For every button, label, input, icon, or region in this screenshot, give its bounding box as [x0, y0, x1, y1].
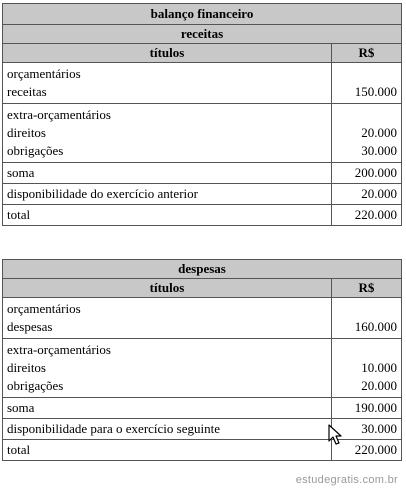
watermark: estudegratis.com.br: [295, 474, 398, 486]
table-row: [3, 205, 402, 226]
row-label: [3, 339, 332, 398]
row-label-line: obrigações: [7, 143, 64, 158]
table-title: balanço financeiro: [3, 4, 402, 25]
row-label-line: receitas: [7, 84, 47, 99]
row-label: total: [3, 440, 332, 461]
row-label: soma: [3, 398, 332, 419]
section-header-despesas: despesas: [3, 260, 402, 279]
row-label: total: [3, 205, 332, 226]
row-label-line: despesas: [7, 319, 53, 334]
section-header-receitas: receitas: [3, 25, 402, 44]
row-value-line: 10.000: [361, 360, 397, 375]
row-label: disponibilidade para o exercício seguinte: [3, 419, 332, 440]
row-value: 200.000: [332, 163, 402, 184]
column-header-rs: R$: [332, 44, 402, 63]
row-value: 20.000: [332, 184, 402, 205]
row-value-line: [336, 300, 397, 318]
table-row: [3, 398, 402, 419]
row-label: [3, 104, 332, 163]
row-value: 30.000: [332, 419, 402, 440]
row-value: 220.000: [332, 440, 402, 461]
row-value-line: [336, 65, 397, 83]
row-value: [332, 298, 402, 339]
row-value-line: 160.000: [354, 319, 397, 334]
row-value: [332, 339, 402, 398]
row-label-line: direitos: [7, 125, 46, 140]
table-row: [3, 339, 402, 398]
row-value-line: 150.000: [354, 84, 397, 99]
table-row: [3, 163, 402, 184]
balance-table-receitas: [2, 3, 402, 226]
row-label-line: orçamentários: [7, 66, 81, 81]
column-header-titulos: títulos: [3, 279, 332, 298]
column-header-titulos: títulos: [3, 44, 332, 63]
row-value-line: [336, 106, 397, 124]
row-value-line: 20.000: [361, 378, 397, 393]
row-label-line: extra-orçamentários: [7, 342, 111, 357]
row-label-line: obrigações: [7, 378, 64, 393]
row-value: [332, 63, 402, 104]
row-value: [332, 104, 402, 163]
row-value-line: [336, 341, 397, 359]
table-row: [3, 298, 402, 339]
row-label: soma: [3, 163, 332, 184]
row-label-line: direitos: [7, 360, 46, 375]
row-label: disponibilidade do exercício anterior: [3, 184, 332, 205]
row-label-line: extra-orçamentários: [7, 107, 111, 122]
table-row: [3, 63, 402, 104]
row-value-line: 20.000: [361, 125, 397, 140]
table-row: [3, 184, 402, 205]
row-label-line: orçamentários: [7, 301, 81, 316]
row-label: [3, 298, 332, 339]
table-row: [3, 104, 402, 163]
row-value: 190.000: [332, 398, 402, 419]
row-label: [3, 63, 332, 104]
row-value: 220.000: [332, 205, 402, 226]
mouse-pointer-icon: [328, 424, 344, 446]
row-value-line: 30.000: [361, 143, 397, 158]
column-header-rs: R$: [332, 279, 402, 298]
